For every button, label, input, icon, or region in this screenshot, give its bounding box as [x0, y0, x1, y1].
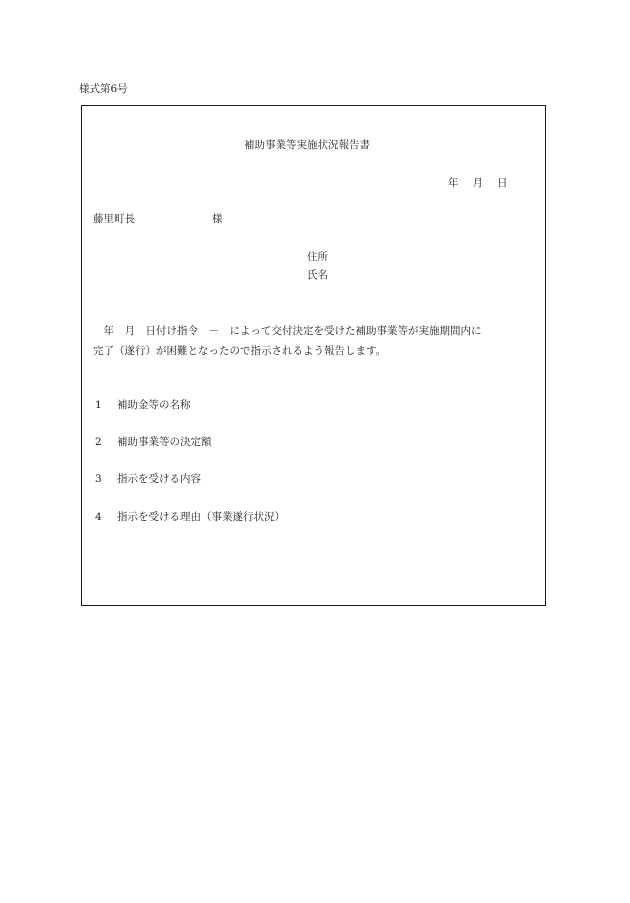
form-number: 様式第6号 — [79, 83, 128, 95]
list-item — [95, 512, 285, 523]
honorific: 様 — [212, 213, 223, 225]
item-number: 4 — [95, 511, 102, 523]
name-label: 氏名 — [307, 269, 328, 281]
item-label: 指示を受ける理由（事業遂行状況） — [117, 511, 285, 523]
item-number: 3 — [95, 473, 102, 485]
list-item — [95, 437, 212, 448]
list-item — [95, 400, 191, 411]
item-number: 2 — [95, 436, 102, 448]
report-form — [81, 105, 546, 606]
item-label: 指示を受ける内容 — [117, 473, 201, 485]
item-label: 補助事業等の決定額 — [117, 436, 212, 448]
date-day: 日 — [497, 177, 508, 189]
address-label: 住所 — [307, 251, 328, 263]
addressee: 藤里町長 — [93, 213, 135, 225]
document-title: 補助事業等実施状況報告書 — [244, 139, 370, 151]
list-item — [95, 474, 201, 485]
body-text-line-1: 年 月 日付け指令 － によって交付決定を受けた補助事業等が実施期間内に — [93, 325, 482, 337]
item-label: 補助金等の名称 — [117, 399, 191, 411]
item-number: 1 — [95, 399, 102, 411]
date-month: 月 — [472, 177, 483, 189]
date-year: 年 — [448, 177, 459, 189]
date-line — [448, 178, 508, 189]
body-text-line-2: 完了（遂行）が困難となったので指示されるよう報告します。 — [93, 345, 387, 357]
